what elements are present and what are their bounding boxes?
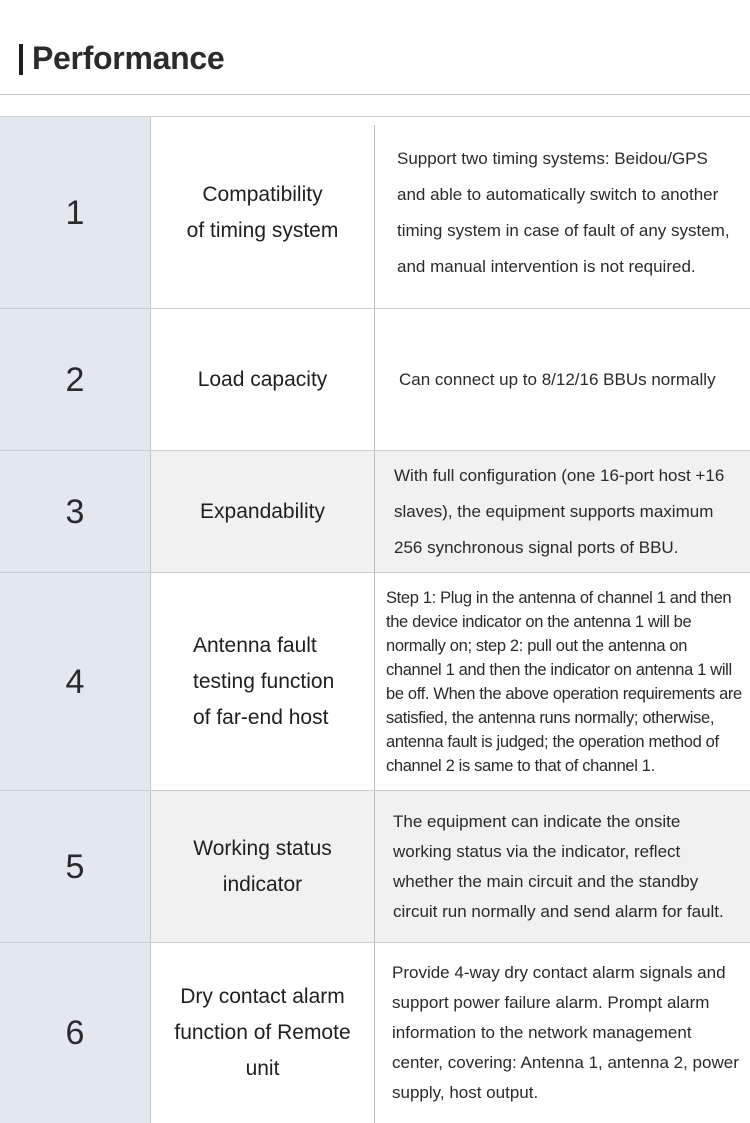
feature-description-text: The equipment can indicate the onsite working status via the indicator, reflect whether the main circuit and the standby circuit run normally and send alarm for fault. — [393, 812, 724, 921]
header-accent-bar — [19, 44, 23, 75]
feature-description — [375, 791, 750, 943]
feature-description — [375, 573, 750, 791]
table-row — [0, 308, 750, 451]
feature-description-text: Step 1: Plug in the antenna of channel 1 and then the device indicator on the antenna 1 will be normally on; step 2: pull out the antenna on channel 1 and then the indicator on antenna 1 will be off. When the above operation requirements are satisfied, the antenna runs normally; otherwise, antenna fault is judged; the operation method of channel 2 is same to that of channel 1. — [386, 589, 742, 775]
table-row — [0, 942, 750, 1123]
feature-name-text: Load capacity — [197, 368, 328, 391]
feature-name-text: Antenna fault testing function of far-end host — [193, 634, 335, 729]
row-number: 4 — [0, 573, 151, 791]
feature-name — [151, 309, 374, 451]
feature-description-text: Provide 4-way dry contact alarm signals and support power failure alarm. Prompt alarm information to the network management center, covering: Antenna 1, antenna 2, power supply, host output. — [392, 963, 739, 1102]
feature-name-text: Compatibility of timing system — [186, 183, 339, 242]
row-number: 5 — [0, 791, 151, 943]
feature-name — [151, 117, 374, 309]
table-row — [0, 790, 750, 943]
feature-name-text: Expandability — [200, 500, 325, 523]
feature-name-text: Working status indicator — [193, 837, 332, 896]
feature-description — [375, 309, 750, 451]
feature-name — [151, 451, 374, 573]
feature-description — [375, 117, 750, 309]
feature-description-text: With full configuration (one 16-port host +16 slaves), the equipment supports maximum 256 synchronous signal ports of BBU. — [394, 466, 725, 557]
row-number: 2 — [0, 309, 151, 451]
table-row — [0, 116, 750, 309]
table-row — [0, 450, 750, 573]
section-header — [0, 0, 750, 95]
row-number: 3 — [0, 451, 151, 573]
feature-name — [151, 573, 374, 791]
feature-description — [375, 451, 750, 573]
row-number: 6 — [0, 943, 151, 1123]
feature-description-text: Support two timing systems: Beidou/GPS and able to automatically switch to another timing system in case of fault of any system, and manual intervention is not required. — [397, 149, 730, 276]
feature-description — [375, 943, 750, 1123]
table-row — [0, 572, 750, 791]
feature-name — [151, 943, 374, 1123]
feature-description-text: Can connect up to 8/12/16 BBUs normally — [399, 370, 716, 389]
feature-name — [151, 791, 374, 943]
page-title: Performance — [32, 40, 225, 76]
row-number: 1 — [0, 117, 151, 309]
feature-name-text: Dry contact alarm function of Remote unit — [174, 985, 351, 1080]
